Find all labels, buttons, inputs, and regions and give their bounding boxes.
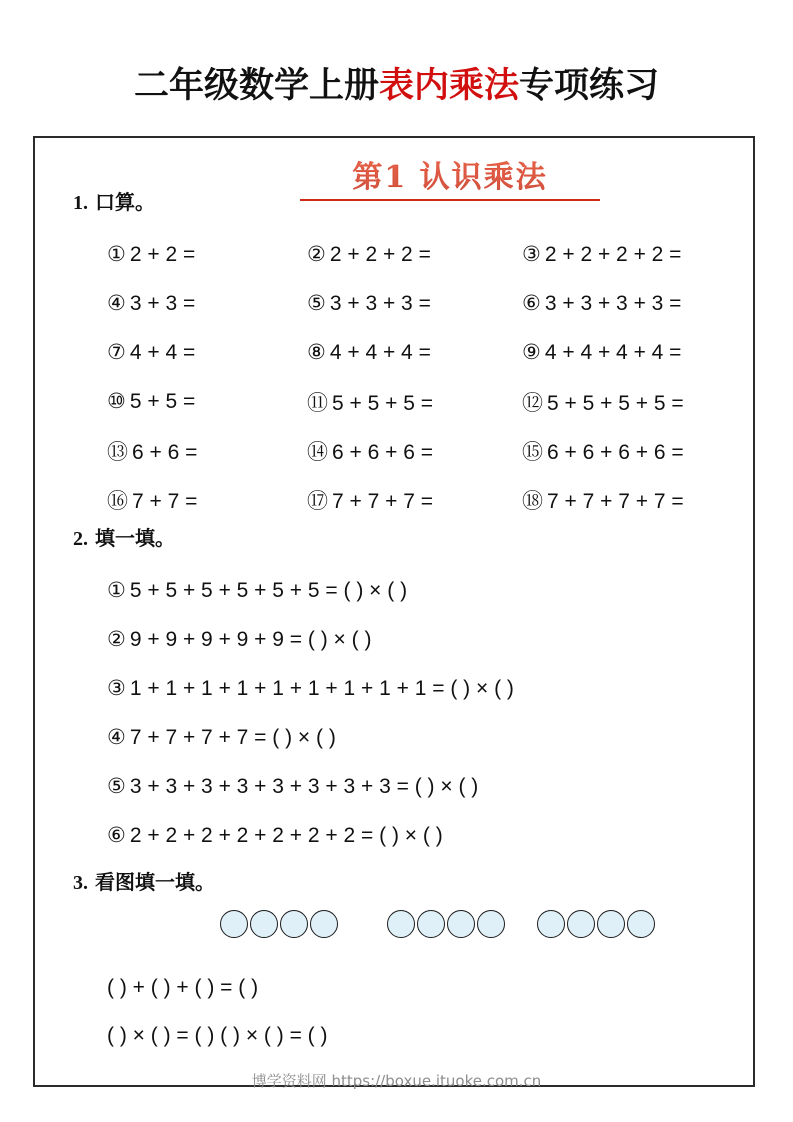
- item-marker: ⑨: [522, 341, 541, 364]
- oral-row: [107, 426, 747, 475]
- item-marker: ⑬: [107, 440, 128, 464]
- circle-group-1: [220, 910, 338, 938]
- fill-item[interactable]: [107, 811, 747, 860]
- item-expression: 6 + 6 + 6 + 6 =: [547, 440, 684, 464]
- oral-item[interactable]: [107, 485, 307, 515]
- item-expression: 7 + 7 =: [132, 489, 198, 513]
- circle-icon: [220, 910, 248, 938]
- item-marker: ②: [307, 243, 326, 266]
- circle-icon: [250, 910, 278, 938]
- oral-row: [107, 279, 747, 328]
- item-expression: 5 + 5 + 5 =: [332, 391, 434, 415]
- circle-icon: [280, 910, 308, 938]
- item-expression: 7 + 7 + 7 =: [332, 489, 434, 513]
- item-marker: ⑥: [107, 824, 126, 847]
- answer-line-multiplication[interactable]: ( ) × ( ) = ( ) ( ) × ( ) = ( ): [107, 1024, 328, 1047]
- question-block-3: [35, 866, 753, 1056]
- item-expression: 5 + 5 + 5 + 5 + 5 + 5 = ( ) × ( ): [129, 578, 408, 602]
- circle-icon: [417, 910, 445, 938]
- circle-illustration: [35, 910, 753, 952]
- item-marker: ⑭: [307, 440, 328, 464]
- oral-item[interactable]: [107, 242, 307, 267]
- item-expression: 4 + 4 + 4 + 4 =: [544, 341, 682, 364]
- circle-icon: [567, 910, 595, 938]
- oral-item[interactable]: [522, 436, 747, 466]
- question-3-header: [73, 866, 215, 895]
- item-expression: 5 + 5 + 5 + 5 =: [547, 391, 684, 415]
- item-marker: ①: [107, 579, 126, 602]
- item-expression: 2 + 2 + 2 + 2 =: [544, 243, 682, 266]
- circle-icon: [447, 910, 475, 938]
- item-marker: ②: [107, 628, 126, 651]
- question-block-2: [35, 522, 753, 862]
- item-marker: ⑥: [522, 292, 541, 315]
- item-expression: 3 + 3 + 3 + 3 + 3 + 3 + 3 + 3 = ( ) × ( ): [129, 774, 479, 798]
- item-marker: ⑰: [307, 489, 328, 513]
- item-expression: 5 + 5 =: [129, 390, 196, 413]
- oral-item[interactable]: [307, 242, 522, 267]
- question-2-header: [73, 522, 175, 551]
- fill-item[interactable]: [107, 566, 747, 615]
- oral-row: [107, 475, 747, 524]
- item-expression: 3 + 3 =: [129, 292, 196, 315]
- item-marker: ⑯: [107, 489, 128, 513]
- oral-item[interactable]: [522, 242, 747, 267]
- item-marker: ⑪: [307, 391, 328, 415]
- question-2-prompt: 填一填。: [95, 526, 175, 550]
- circle-icon: [597, 910, 625, 938]
- oral-row: [107, 377, 747, 426]
- item-marker: ④: [107, 726, 126, 749]
- item-marker: ⑫: [522, 391, 543, 415]
- oral-calculation-grid: [107, 230, 747, 524]
- oral-item[interactable]: [522, 291, 747, 316]
- page-title-highlight: 表内乘法: [378, 66, 519, 106]
- section-heading-text: 第1 认识乘法: [352, 152, 547, 198]
- item-expression: 3 + 3 + 3 + 3 =: [544, 292, 682, 315]
- circle-icon: [537, 910, 565, 938]
- item-expression: 1 + 1 + 1 + 1 + 1 + 1 + 1 + 1 + 1 = ( ) × ( ): [129, 676, 514, 700]
- page-title: [0, 58, 793, 108]
- worksheet-content-box: [33, 136, 755, 1087]
- item-expression: 4 + 4 =: [129, 341, 196, 364]
- circle-icon: [387, 910, 415, 938]
- item-marker: ⑩: [107, 390, 126, 413]
- fill-item[interactable]: [107, 713, 747, 762]
- oral-item[interactable]: [522, 485, 747, 515]
- oral-item[interactable]: [307, 485, 522, 515]
- oral-item[interactable]: [107, 389, 307, 414]
- item-marker: ③: [107, 677, 126, 700]
- oral-item[interactable]: [307, 436, 522, 466]
- fill-item[interactable]: [107, 664, 747, 713]
- oral-item[interactable]: [307, 340, 522, 365]
- item-marker: ③: [522, 243, 541, 266]
- question-2-number: 2.: [73, 528, 88, 550]
- item-expression: 6 + 6 =: [132, 440, 198, 464]
- item-marker: ⑤: [307, 292, 326, 315]
- item-expression: 3 + 3 + 3 =: [329, 292, 431, 315]
- question-1-number: 1.: [73, 192, 88, 214]
- item-expression: 2 + 2 =: [129, 243, 196, 266]
- item-expression: 2 + 2 + 2 =: [329, 243, 431, 266]
- answer-line-addition[interactable]: ( ) + ( ) + ( ) = ( ): [107, 976, 259, 999]
- item-marker: ①: [107, 243, 126, 266]
- item-marker: ⑦: [107, 341, 126, 364]
- oral-row: [107, 230, 747, 279]
- item-marker: ⑮: [522, 440, 543, 464]
- item-expression: 6 + 6 + 6 =: [332, 440, 434, 464]
- oral-item[interactable]: [307, 387, 522, 417]
- item-marker: ⑧: [307, 341, 326, 364]
- item-expression: 4 + 4 + 4 =: [329, 341, 431, 364]
- question-3-number: 3.: [73, 872, 88, 894]
- item-expression: 2 + 2 + 2 + 2 + 2 + 2 + 2 = ( ) × ( ): [129, 823, 443, 847]
- circle-icon: [310, 910, 338, 938]
- oral-item[interactable]: [107, 291, 307, 316]
- question-3-prompt: 看图填一填。: [95, 870, 215, 894]
- page-title-suffix: 专项练习: [519, 66, 660, 106]
- oral-item[interactable]: [307, 291, 522, 316]
- question-1-prompt: 口算。: [95, 190, 155, 214]
- circle-group-2: [387, 910, 505, 938]
- fill-item[interactable]: [107, 762, 747, 811]
- page-title-prefix: 二年级数学上册: [133, 66, 379, 106]
- oral-item[interactable]: [107, 436, 307, 466]
- oral-item[interactable]: [107, 340, 307, 365]
- item-marker: ⑱: [522, 489, 543, 513]
- item-expression: 7 + 7 + 7 + 7 = ( ) × ( ): [129, 725, 336, 749]
- fill-in-list: [107, 566, 747, 860]
- footer-watermark: 博学资料网 https://boxue.ituoke.com.cn: [251, 1072, 542, 1090]
- question-block-1: [35, 172, 753, 527]
- oral-row: [107, 328, 747, 377]
- item-marker: ⑤: [107, 775, 126, 798]
- circle-icon: [627, 910, 655, 938]
- item-expression: 9 + 9 + 9 + 9 + 9 = ( ) × ( ): [129, 627, 372, 651]
- fill-item[interactable]: [107, 615, 747, 664]
- oral-item[interactable]: [522, 340, 747, 365]
- oral-item[interactable]: [522, 387, 747, 417]
- item-expression: 7 + 7 + 7 + 7 =: [547, 489, 684, 513]
- circle-group-3: [537, 910, 655, 938]
- item-marker: ④: [107, 292, 126, 315]
- circle-icon: [477, 910, 505, 938]
- question-1-header: [73, 186, 155, 215]
